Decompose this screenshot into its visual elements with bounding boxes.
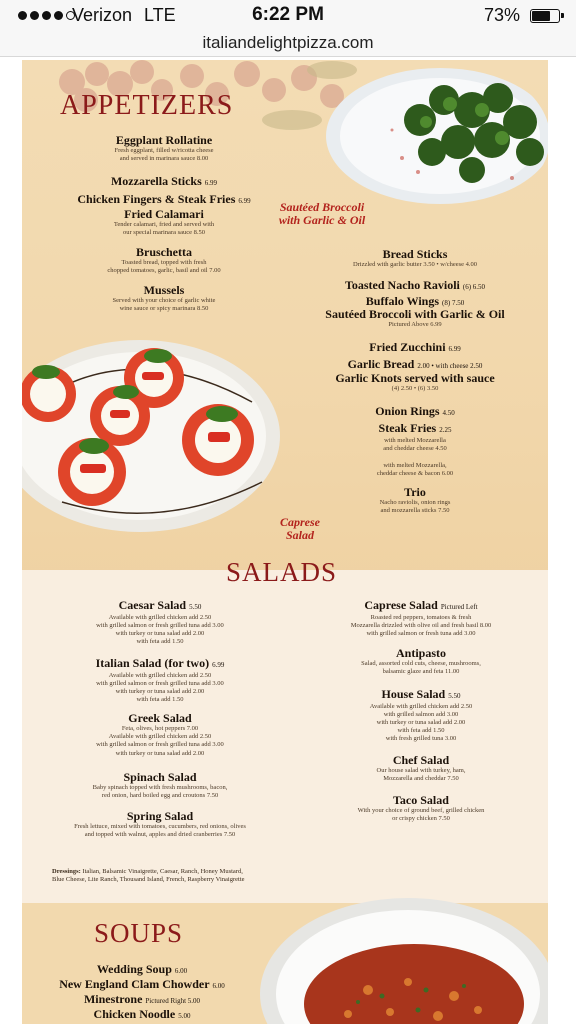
item-name: House Salad — [381, 687, 446, 701]
clock: 6:22 PM — [252, 4, 324, 25]
item-desc: With your choice of ground beef, grilled chicken — [357, 807, 485, 815]
item-desc: Salad, assorted cold cuts, cheese, mushrooms, — [361, 660, 481, 668]
item-desc: and mozzarella sticks 7.50 — [380, 507, 450, 515]
item-name: Taco Salad — [393, 793, 449, 807]
appetizer-item — [290, 355, 540, 373]
appetizer-item — [290, 402, 540, 420]
item-desc: with grilled salmon add 3.00 — [383, 710, 459, 718]
salad-item — [306, 647, 536, 676]
item-desc: Mozzarella drizzled with olive oil and fresh basil 8.00 — [350, 621, 492, 629]
item-name: Buffalo Wings — [365, 294, 440, 308]
item-desc: Available with grilled chicken add 2.50 — [108, 733, 212, 741]
item-desc: with feta add 1.50 — [136, 695, 184, 703]
appetizer-item — [42, 246, 286, 275]
item-desc: with turkey or tuna salad add 2.00 — [115, 687, 205, 695]
salads-heading: SALADS — [226, 557, 338, 587]
item-name: Bread Sticks — [382, 247, 448, 261]
appetizer-item — [290, 338, 540, 356]
minestrone-bowl-photo — [258, 886, 548, 1024]
item-name: Greek Salad — [128, 711, 192, 725]
carrier-name: Verizon — [72, 5, 133, 25]
item-desc: wine sauce or spicy marinara 8.50 — [119, 305, 209, 313]
appetizer-item — [290, 276, 540, 294]
broccoli-plate-photo — [322, 60, 548, 216]
item-name: Caprese Salad — [364, 598, 438, 612]
item-name: Antipasto — [395, 646, 446, 660]
item-price: 5.50 — [189, 603, 202, 611]
item-desc: with grilled salmon or fresh grilled tuna add 3.00 — [96, 741, 224, 749]
appetizer-item — [290, 248, 540, 269]
item-desc: with melted Mozzarella, — [383, 462, 447, 469]
item-price: Pictured Right 5.00 — [145, 997, 201, 1005]
appetizer-item — [42, 284, 286, 313]
caprese-plate-photo — [22, 332, 284, 544]
item-price: 6.99 — [238, 197, 251, 205]
item-price: 5.00 — [178, 1012, 191, 1020]
appetizer-item — [42, 134, 286, 163]
item-price: 2.00 • with cheese 2.50 — [417, 362, 483, 370]
soup-item — [32, 1005, 252, 1023]
item-desc: chopped tomatoes, garlic, basil and oil 7.00 — [107, 267, 221, 275]
dressings-line2: Blue Cheese, Lite Ranch, Thousand Island, French, Raspberry Vinaigrette — [52, 876, 245, 884]
caprese-caption — [260, 516, 340, 542]
dressings-list — [52, 868, 372, 885]
battery-icon — [530, 9, 560, 23]
item-name: Spinach Salad — [123, 770, 197, 784]
salad-item — [50, 712, 270, 758]
item-name: New England Clam Chowder — [59, 977, 210, 991]
item-desc: Tender calamari, fried and served with — [113, 221, 215, 229]
salad-item — [50, 596, 270, 646]
item-price: 5.50 — [448, 692, 461, 700]
item-desc: Available with grilled chicken add 2.50 — [108, 671, 212, 679]
item-desc: our special marinara sauce 8.50 — [122, 229, 206, 237]
item-name: Bruschetta — [136, 245, 192, 259]
item-name: Mozzarella Sticks — [110, 174, 202, 188]
item-name: Chicken Noodle — [93, 1007, 176, 1021]
item-price: Pictured Left — [440, 603, 478, 611]
item-name: Sautéed Broccoli with Garlic & Oil — [325, 307, 505, 321]
item-name: Chicken Fingers & Steak Fries — [77, 192, 236, 206]
appetizers-heading: APPETIZERS — [60, 90, 234, 121]
item-name: Minestrone — [83, 992, 143, 1006]
appetizer-item — [290, 308, 540, 329]
item-name: Spring Salad — [126, 809, 194, 823]
item-desc: Pictured Above 6.99 — [388, 321, 442, 329]
item-price: 6.00 — [174, 967, 188, 975]
item-desc: or crispy chicken 7.50 — [392, 815, 450, 823]
appetizer-item — [290, 486, 540, 515]
item-name: Caesar Salad — [118, 598, 187, 612]
item-desc: (4) 2.50 • (6) 3.50 — [391, 385, 439, 393]
item-price: 6.99 — [204, 179, 217, 187]
item-desc: Feta, olives, hot peppers 7.00 — [121, 725, 199, 733]
status-bar — [0, 0, 576, 32]
item-name: Wedding Soup — [96, 962, 172, 976]
salad-item — [306, 685, 536, 743]
item-desc: with turkey or tuna salad add 2.00 — [115, 749, 205, 757]
item-desc: with turkey or tuna salad add 2.00 — [376, 718, 466, 726]
soups-heading: SOUPS — [94, 918, 184, 948]
item-price: 2.25 — [439, 426, 452, 434]
item-price: 6.00 — [212, 982, 225, 990]
item-price: 4.50 — [442, 409, 455, 417]
item-desc: Available with grilled chicken add 2.50 — [369, 702, 473, 710]
item-desc: and served in marinara sauce 8.00 — [119, 155, 209, 163]
item-desc: Nacho raviolis, onion rings — [379, 499, 451, 507]
broccoli-caption-line2: with Garlic & Oil — [278, 213, 366, 228]
item-desc: Served with your choice of garlic white — [112, 297, 216, 305]
item-desc: Roasted red peppers, tomatoes & fresh — [370, 613, 472, 621]
item-name: Mussels — [143, 283, 185, 297]
item-desc: and topped with walnut, apples and dried cranberries 7.50 — [84, 831, 236, 839]
item-name: Fried Calamari — [124, 207, 204, 221]
url-text[interactable]: italiandelightpizza.com — [202, 33, 374, 52]
item-name: Garlic Bread — [347, 357, 415, 371]
item-desc: with turkey or tuna salad add 2.00 — [115, 629, 205, 637]
item-desc: Mozzarella and cheddar 7.50 — [383, 775, 459, 783]
address-bar[interactable] — [0, 32, 576, 57]
appetizer-item — [42, 190, 286, 208]
menu-page — [22, 60, 548, 1024]
salad-item — [306, 596, 536, 638]
item-name: Eggplant Rollatine — [115, 133, 213, 147]
item-desc: Available with grilled chicken add 2.50 — [108, 613, 212, 621]
item-desc: with grilled salmon or fresh grilled tuna add 3.00 — [96, 679, 224, 687]
broccoli-caption-line1: Sautéed Broccoli — [279, 200, 365, 214]
appetizer-item — [42, 208, 286, 237]
appetizer-item — [290, 462, 540, 478]
network-type: LTE — [144, 5, 176, 25]
item-desc: cheddar cheese & bacon 6.00 — [376, 470, 454, 478]
caprese-caption-line2: Salad — [285, 528, 314, 543]
item-desc: and cheddar cheese 4.50 — [383, 444, 447, 452]
salad-item — [50, 654, 270, 704]
item-name: Steak Fries — [378, 421, 437, 435]
dressings-line1: Italian, Balsamic Vinaigrette, Caesar, Ranch, Honey Mustard, — [82, 868, 243, 875]
item-name: Chef Salad — [392, 753, 450, 767]
item-name: Trio — [404, 485, 426, 499]
item-desc: Baby spinach topped with fresh mushrooms, bacon, — [92, 784, 228, 792]
item-desc: with feta add 1.50 — [136, 637, 184, 645]
salad-item — [40, 810, 280, 839]
item-desc: with feta add 1.50 — [397, 726, 445, 734]
battery-percent: 73% — [484, 5, 521, 25]
item-price: (8) 7.50 — [442, 299, 465, 307]
item-name: Garlic Knots served with sauce — [335, 371, 495, 385]
item-desc: Drizzled with garlic butter 3.50 • w/cheese 4.00 — [352, 261, 478, 269]
item-desc: Toasted bread, topped with fresh — [121, 259, 207, 267]
item-desc: red onion, hard boiled egg and croutons 7.50 — [101, 792, 219, 800]
salad-item — [50, 771, 270, 800]
salad-item — [306, 754, 536, 783]
item-name: Toasted Nacho Ravioli — [344, 278, 460, 292]
item-price: 6.99 — [448, 345, 461, 353]
item-name: Italian Salad (for two) — [95, 656, 210, 670]
item-price: (6) 6.50 — [462, 283, 486, 291]
item-desc: Our house salad with turkey, ham, — [376, 767, 466, 775]
appetizer-item — [42, 172, 286, 190]
appetizer-item — [290, 372, 540, 393]
caprese-caption-line1: Caprese — [280, 515, 320, 529]
item-desc: Fresh lettuce, mixed with tomatoes, cucumbers, red onions, olives — [74, 823, 246, 831]
item-desc: with fresh grilled tuna 3.00 — [385, 735, 457, 743]
item-desc: Fresh eggplant, filled w/ricotta cheese — [114, 147, 214, 155]
item-desc: with grilled salmon or fresh tuna add 3.00 — [366, 629, 476, 637]
item-desc: with melted Mozzarella — [384, 436, 446, 444]
item-desc: with grilled salmon or fresh grilled tuna add 3.00 — [96, 621, 224, 629]
appetizer-item — [290, 419, 540, 453]
item-name: Onion Rings — [375, 404, 440, 418]
item-name: Fried Zucchini — [369, 340, 446, 354]
salad-item — [306, 794, 536, 823]
item-desc: balsamic glaze and feta 11.00 — [382, 668, 460, 676]
item-price: 6.99 — [212, 661, 225, 669]
dressings-label: Dressings: — [52, 868, 81, 875]
